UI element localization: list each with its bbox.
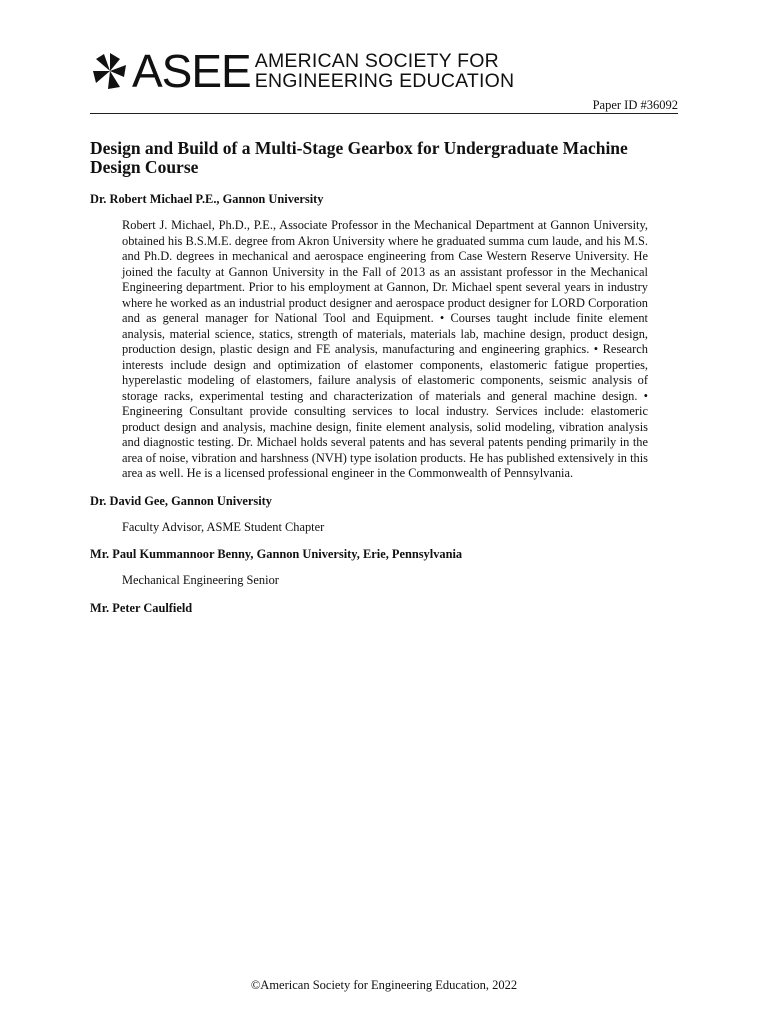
logo-name-line2: ENGINEERING EDUCATION (254, 70, 515, 92)
logo-society-name (255, 51, 515, 91)
author-bio: Faculty Advisor, ASME Student Chapter (122, 519, 325, 534)
author-name: Dr. David Gee, Gannon University (90, 493, 272, 508)
author-bio: Mechanical Engineering Senior (122, 573, 279, 587)
logo-asee-text: ASEE (132, 45, 251, 97)
asee-logo (90, 45, 515, 97)
logo-name-line1: AMERICAN SOCIETY FOR (254, 50, 499, 72)
author-name: Mr. Peter Caulfield (90, 600, 193, 615)
copyright-footer: ©American Society for Engineering Education, 2022 (250, 978, 518, 992)
paper-title: Design and Build of a Multi-Stage Gearbox for Undergraduate Machine Design Course (90, 138, 628, 177)
paper-id: Paper ID #36092 (592, 98, 678, 112)
author-bio: Robert J. Michael, Ph.D., P.E., Associate Professor in the Mechanical Department at Gannon University, obtained his B.S.M.E. degree from Akron University where he graduated summa cum laude, and his M.S. and Ph.D. degrees in mechanical and aerospace engineering from Case Western Reserve University. He joined the faculty at Gannon University in the Fall of 2013 as an assistant professor in the Mechanical Engineering department. Prior to his employment at Gannon, Dr. Michael spent several years in industry where he worked as an industrial product designer and aerospace product designer for LORD Corporation and as general manager for National Tool and Equipment. • Courses taught include finite element analysis, material science, statics, strength of materials, materials lab, machine design, product design, production design, plastic design and FE analysis, manufacturing and engineering graphics. • Research interests include design and optimization of elastomer components, elastomeric fatigue properties, hyperelastic modeling of elastomers, failure analysis of elastomeric components, seismic analysis of storage racks, experimental testing and characterization of materials and general machine design. • Engineering Consultant provide consulting services to local industry. Services include: elastomeric product design and analysis, machine design, finite element analysis, solid modeling, vibration analysis and diagnostic testing. Dr. Michael holds several patents and has several patents pending primarily in the area of noise, vibration and harshness (NVH) type isolation products. He has published extensively in this area as well. He is a licensed professional engineer in the Commonwealth of Pennsylvania. (122, 218, 648, 480)
asee-pinwheel-icon (90, 51, 130, 91)
header-divider (90, 113, 678, 114)
author-name: Mr. Paul Kummannoor Benny, Gannon University, Erie, Pennsylvania (90, 547, 463, 561)
authors-section (90, 192, 648, 616)
author-name: Dr. Robert Michael P.E., Gannon University (90, 192, 324, 206)
